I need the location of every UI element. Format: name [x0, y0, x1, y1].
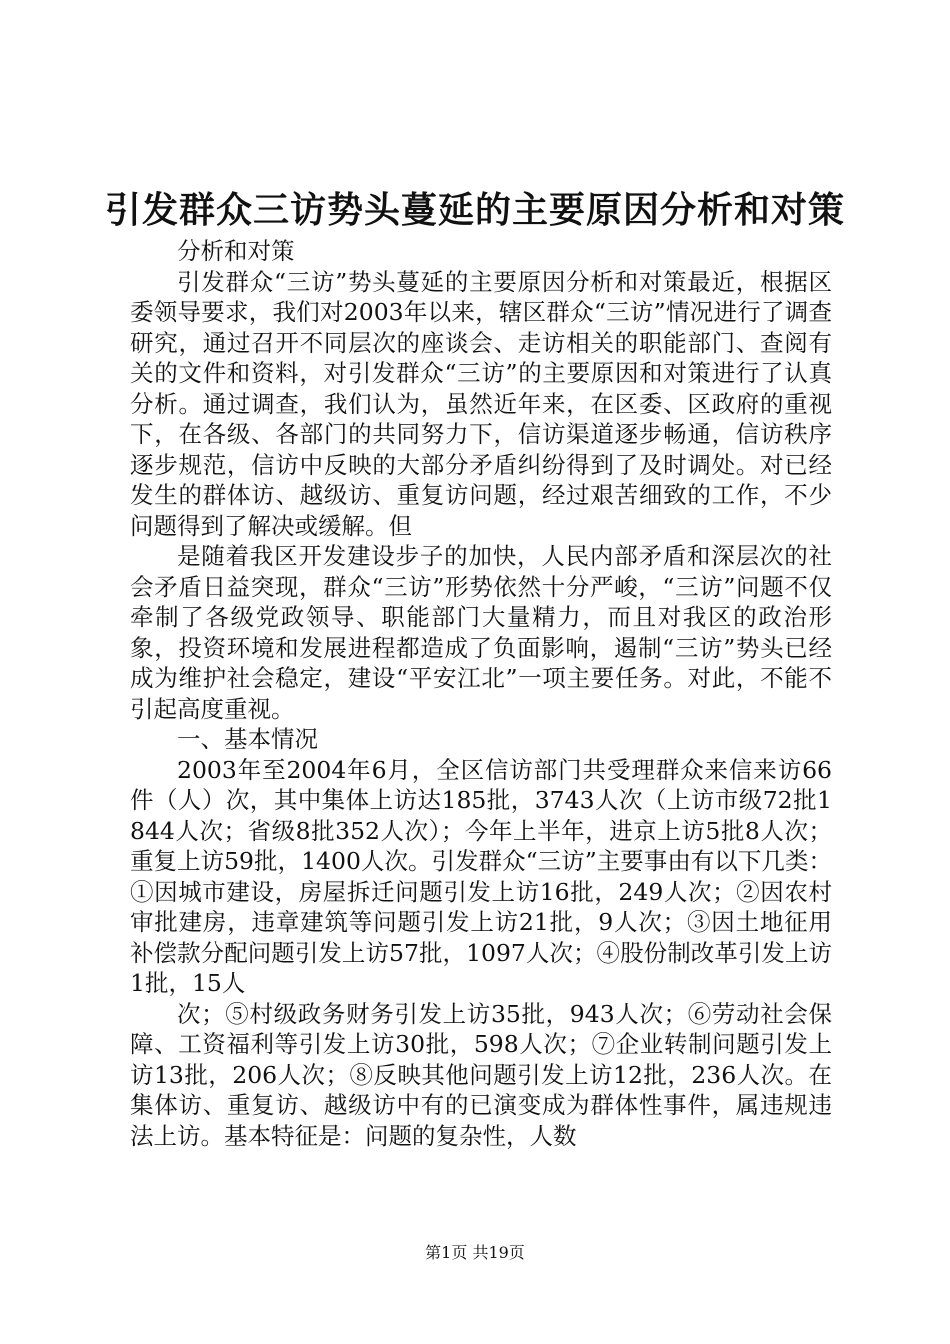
- page-footer: 第1页 共19页: [425, 1243, 525, 1262]
- document-title: 引发群众三访势头蔓延的主要原因分析和对策: [104, 189, 845, 231]
- paragraph-statistics-continued: 次；⑤村级政务财务引发上访35批，943人次；⑥劳动社会保障、工资福利等引发上访30批，598人次；⑦企业转制问题引发上访13批，206人次；⑧反映其他问题引发上访12批，236人次。在集体访、重复访、越级访中有的已演变成为群体性事件，属违规违法上访。基本特征是：问题的复杂性，人数: [130, 999, 832, 1150]
- paragraph-situation: 是随着我区开发建设步子的加快，人民内部矛盾和深层次的社会矛盾日益突现，群众“三访”形势依然十分严峻，“三访”问题不仅牵制了各级党政领导、职能部门大量精力，而且对我区的政治形象，投资环境和发展进程都造成了负面影响，遏制“三访”势头已经成为维护社会稳定，建设“平安江北”一项主要任务。对此，不能不引起高度重视。: [130, 542, 832, 723]
- section-heading-basic-situation: 一、基本情况: [177, 725, 318, 753]
- paragraph-statistics: 2003年至2004年6月，全区信访部门共受理群众来信来访66件（人）次，其中集体上访达185批，3743人次（上访市级72批1844人次；省级8批352人次）；今年上半年，进京上访5批8人次；重复上访59批，1400人次。引发群众“三访”主要事由有以下几类：①因城市建设，房屋拆迁问题引发上访16批，249人次；②因农村审批建房，违章建筑等问题引发上访21批，9人次；③因土地征用补偿款分配问题引发上访57批，1097人次；④股份制改革引发上访1批，15人: [130, 755, 832, 997]
- document-body: [130, 236, 832, 1151]
- paragraph-intro: 引发群众“三访”势头蔓延的主要原因分析和对策最近，根据区委领导要求，我们对2003年以来，辖区群众“三访”情况进行了调查研究，通过召开不同层次的座谈会、走访相关的职能部门、查阅有关的文件和资料，对引发群众“三访”的主要原因和对策进行了认真分析。通过调查，我们认为，虽然近年来，在区委、区政府的重视下，在各级、各部门的共同努力下，信访渠道逐步畅通，信访秩序逐步规范，信访中反映的大部分矛盾纠纷得到了及时调处。对已经发生的群体访、越级访、重复访问题，经过艰苦细致的工作，不少问题得到了解决或缓解。但: [130, 267, 832, 540]
- paragraph-subtitle: 分析和对策: [177, 237, 295, 265]
